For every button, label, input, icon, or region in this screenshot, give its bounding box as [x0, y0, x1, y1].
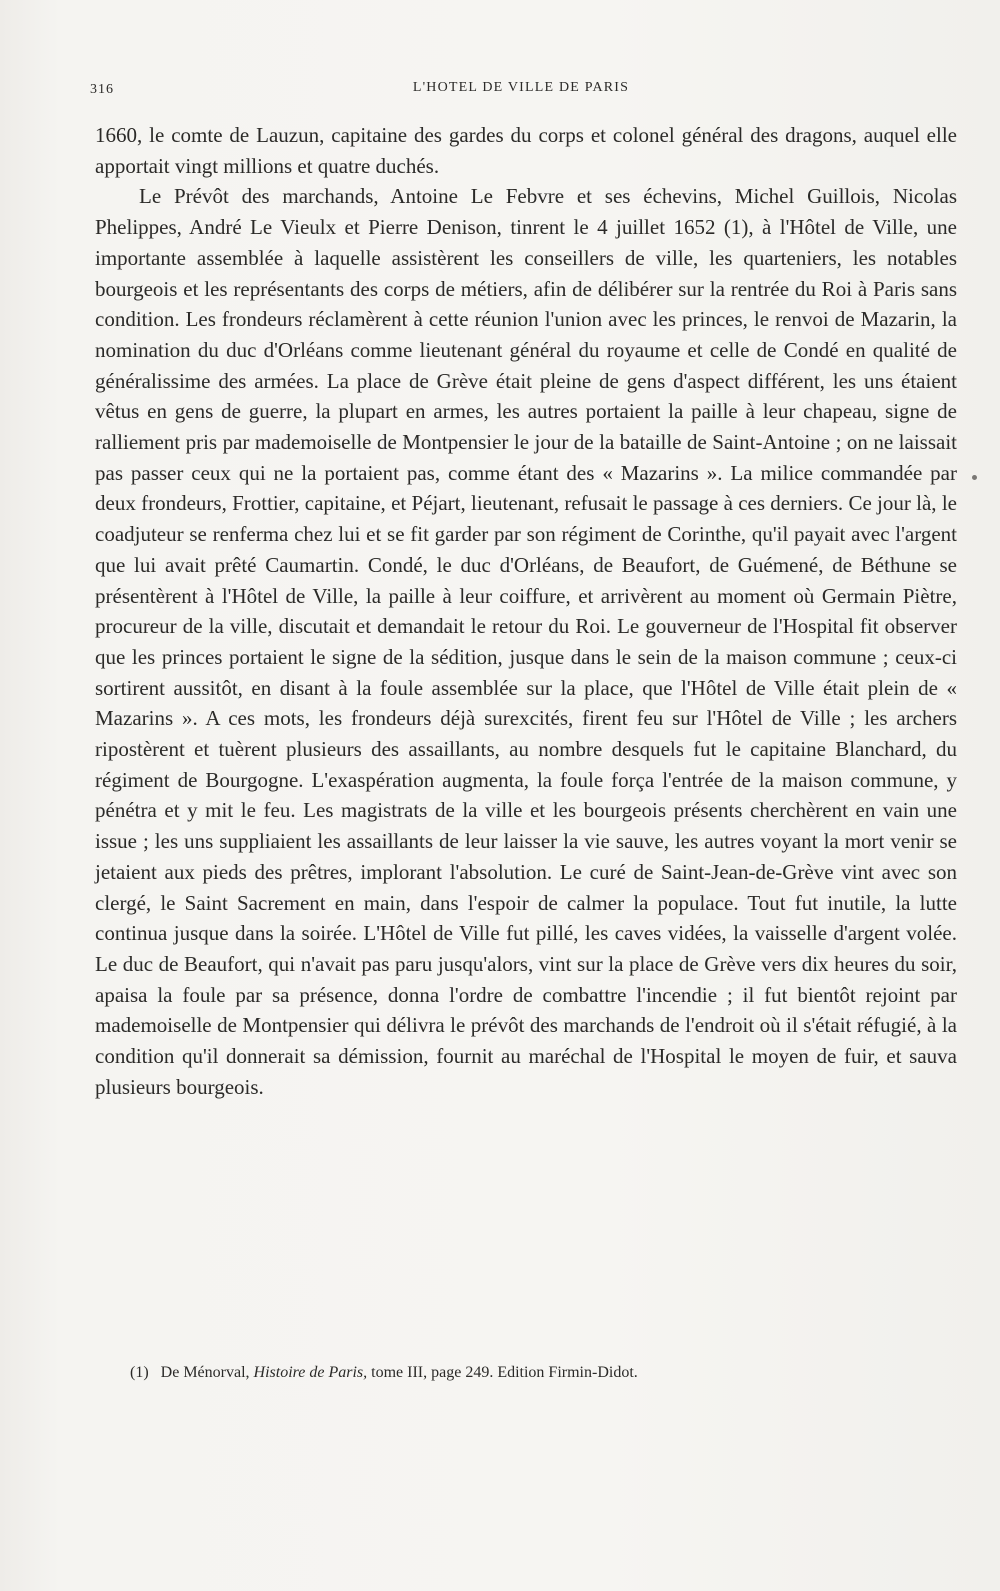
body-text: [95, 120, 957, 1103]
footnote: [130, 1362, 930, 1384]
page-number: 316: [90, 82, 114, 97]
paragraph-continuation: 1660, le comte de Lauzun, capitaine des gardes du corps et colonel général des dragons, auquel elle apportait vingt millions et quatre duchés.: [95, 123, 957, 178]
page-header: [90, 78, 952, 102]
footnote-marker: (1): [130, 1364, 149, 1381]
footnote-author: De Ménorval,: [160, 1364, 250, 1381]
footnote-title: Histoire de Paris,: [253, 1364, 368, 1381]
paragraph-assembly: Le Prévôt des marchands, Antoine Le Febvre et ses échevins, Michel Guillois, Nicolas Phelippes, André Le Vieulx et Pierre Denison, tinrent le 4 juillet 1652 (1), à l'Hôtel de Ville, une importante assemblée à laquelle assistèrent les conseillers de ville, les quarteniers, les notables bourgeois et les représentants des corps de métiers, afin de délibérer sur la rentrée du Roi à Paris sans condition. Les frondeurs réclamèrent à cette réunion l'union avec les princes, le renvoi de Mazarin, la nomination du duc d'Orléans comme lieutenant général du royaume et celle de Condé en qualité de généralissime des armées. La place de Grève était pleine de gens d'aspect différent, les uns étaient vêtus en gens de guerre, la plupart en armes, les autres portaient la paille à leur chapeau, signe de ralliement pris par mademoiselle de Montpensier le jour de la bataille de Saint-Antoine ; on ne laissait pas passer ceux qui ne la portaient pas, comme étant des « Mazarins ». La milice commandée par deux frondeurs, Frottier, capitaine, et Péjart, lieutenant, refusait le passage à ces derniers. Ce jour là, le coadjuteur se renferma chez lui et se fit garder par son régiment de Corinthe, qu'il payait avec l'argent que lui avait prêté Caumartin. Condé, le duc d'Orléans, de Beaufort, de Guémené, de Béthune se présentèrent à l'Hôtel de Ville, la paille à leur coiffure, et arrivèrent au moment où Germain Piètre, procureur de la ville, discutait et demandait le retour du Roi. Le gouverneur de l'Hospital fit observer que les princes portaient le signe de la sédition, jusque dans le sein de la maison commune ; ceux-ci sortirent aussitôt, en disant à la foule assemblée sur la place, que l'Hôtel de Ville était plein de « Mazarins ». A ces mots, les frondeurs déjà surexcités, firent feu sur l'Hôtel de Ville ; les archers ripostèrent et tuèrent plusieurs des assaillants, au nombre desquels fut le capitaine Blanchard, du régiment de Bourgogne. L'exaspération augmenta, la foule força l'entrée de la maison commune, y pénétra et y mit le feu. Les magistrats de la ville et les bourgeois présents cherchèrent en vain une issue ; les uns suppliaient les assaillants de leur laisser la vie sauve, les autres voyant la mort venir se jetaient aux pieds des prêtres, implorant l'absolution. Le curé de Saint-Jean-de-Grève vint avec son clergé, le Saint Sacrement en main, dans l'espoir de calmer la populace. Tout fut inutile, la lutte continua jusque dans la soirée. L'Hôtel de Ville fut pillé, les caves vidées, la vaisselle d'argent volée. Le duc de Beaufort, qui n'avait pas paru jusqu'alors, vint sur la place de Grève vers dix heures du soir, apaisa la foule par sa présence, donna l'ordre de combattre l'incendie ; il fut bientôt rejoint par mademoiselle de Montpensier qui délivra le prévôt des marchands de l'endroit où il s'était réfugié, à la condition qu'il donnerait sa démission, fournit au maréchal de l'Hospital le moyen de fuir, et sauva plusieurs bourgeois.: [95, 184, 957, 1099]
footnote-details: tome III, page 249. Edition Firmin-Didot.: [371, 1364, 638, 1381]
running-title: L'HOTEL DE VILLE DE PARIS: [412, 80, 630, 95]
margin-mark: [972, 475, 977, 480]
